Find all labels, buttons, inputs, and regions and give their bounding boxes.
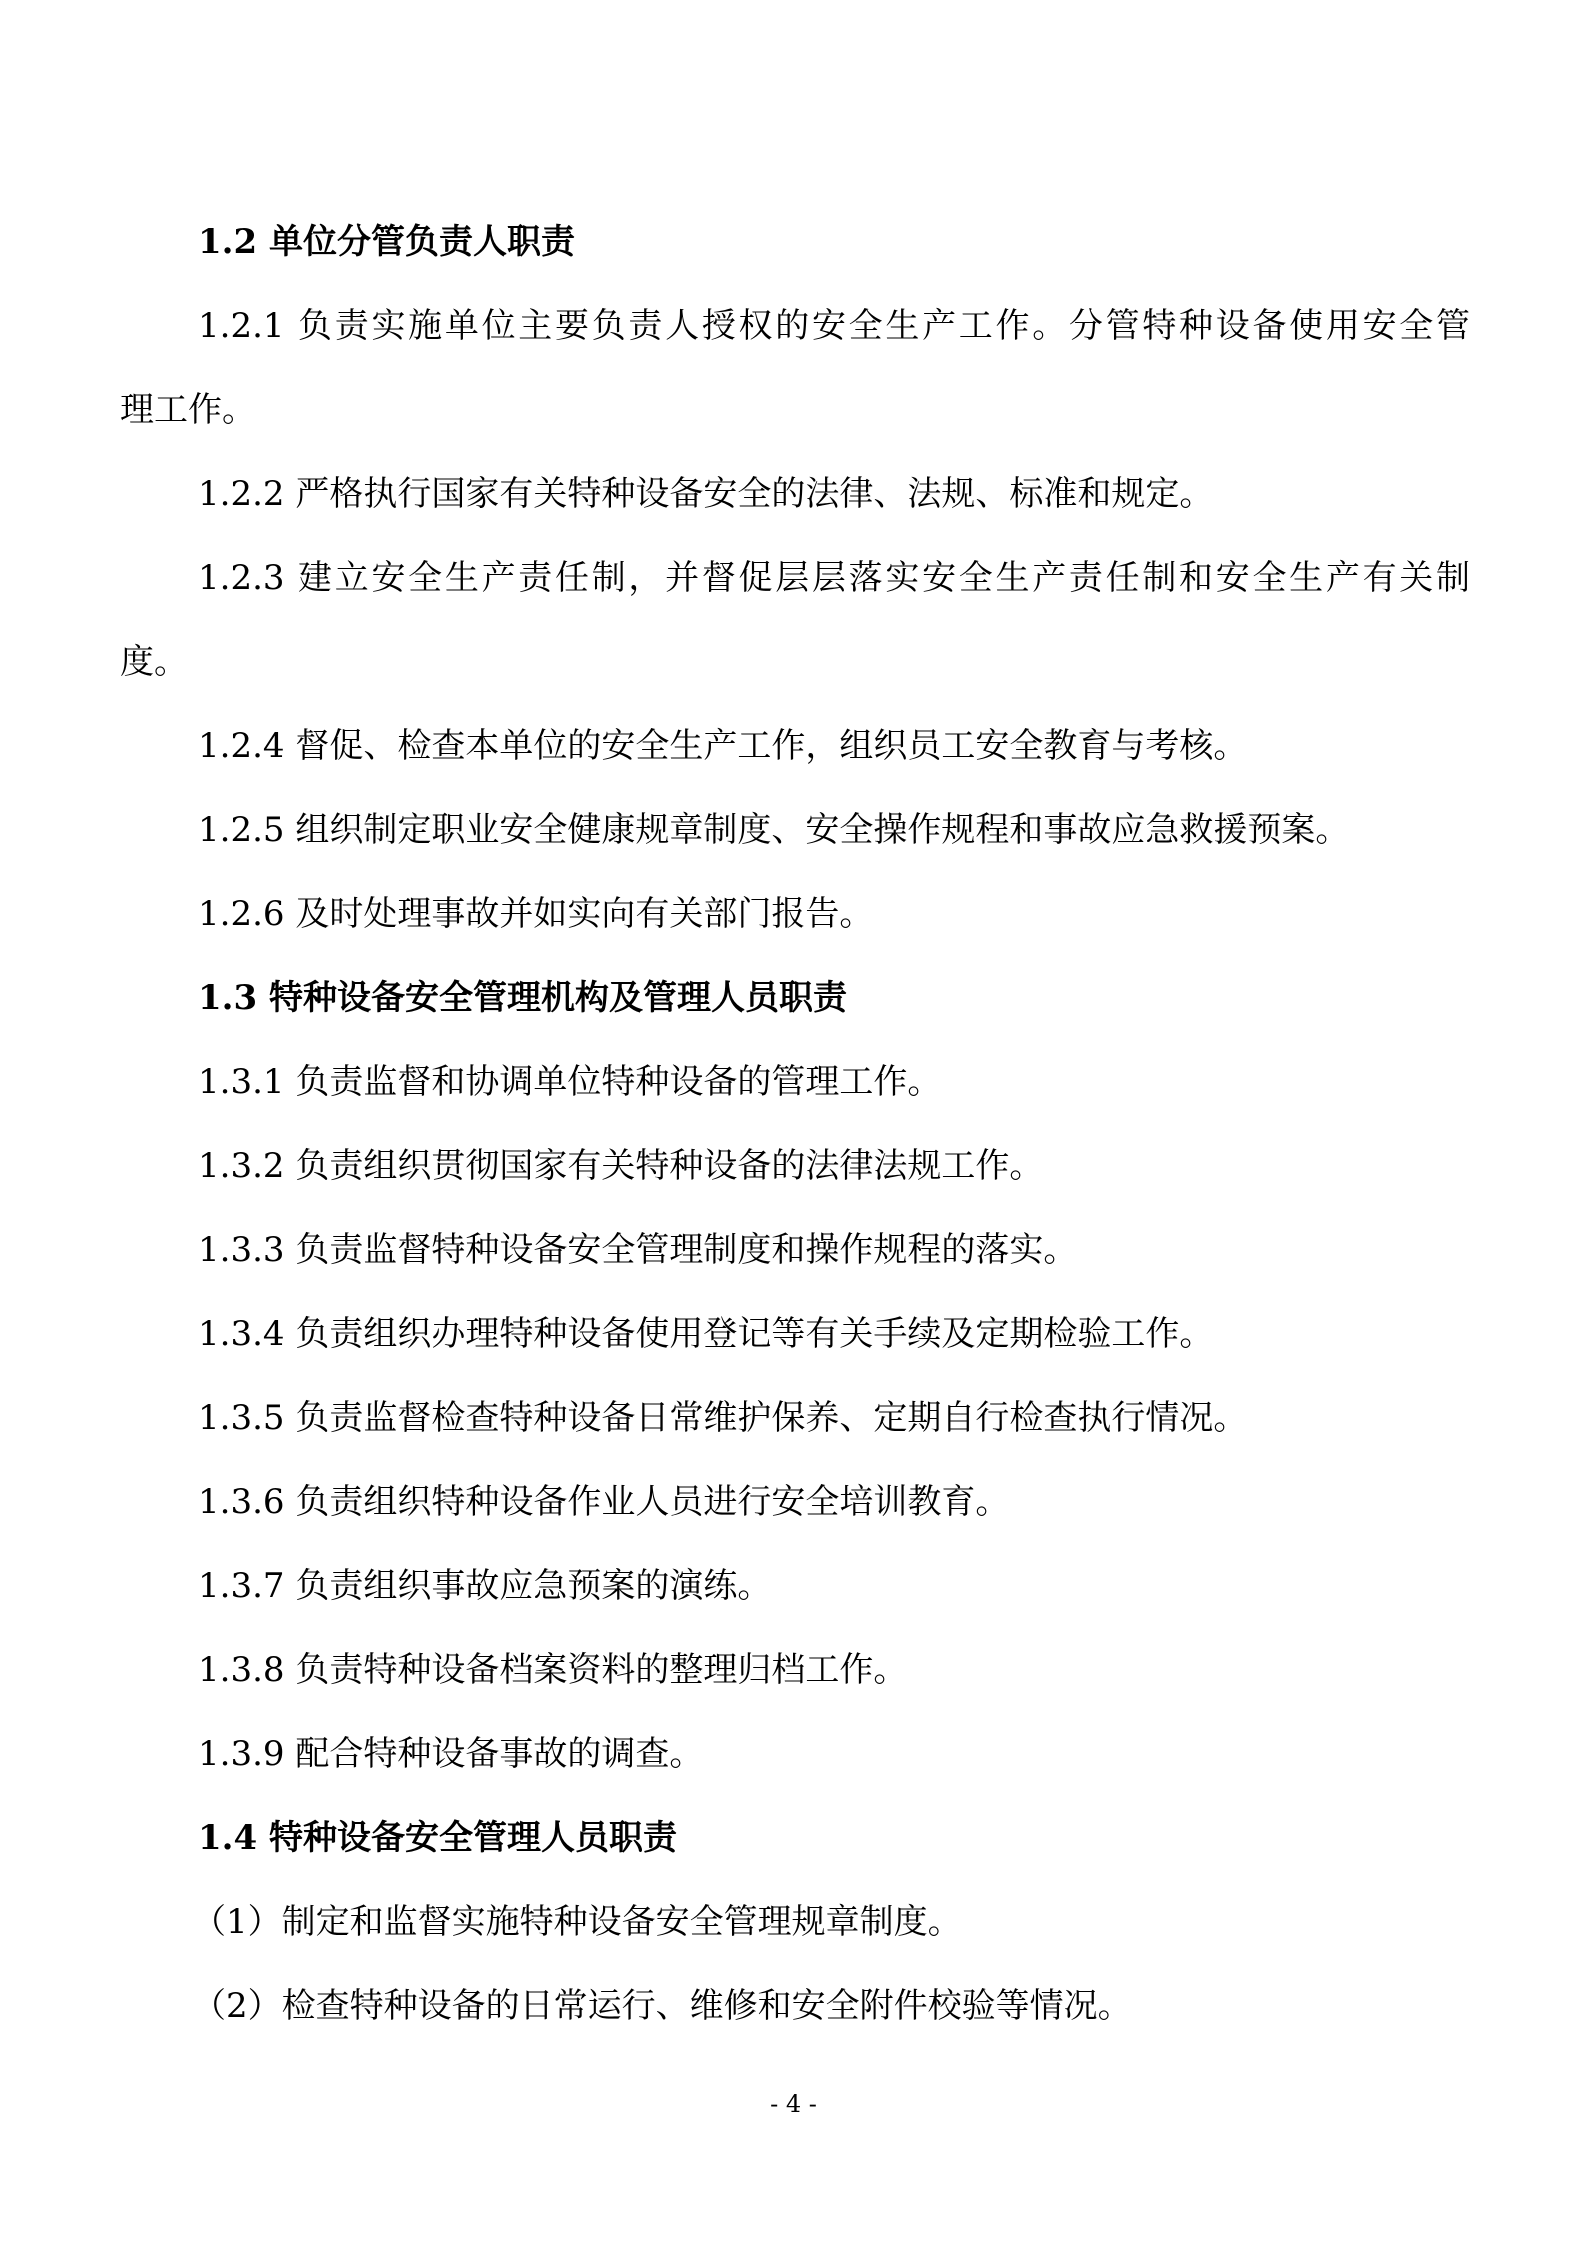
clause-1-4-item-2: （2）检查特种设备的日常运行、维修和安全附件校验等情况。 [192, 1986, 1132, 2026]
section-heading-1-4: 1.4 特种设备安全管理人员职责 [198, 1818, 677, 1858]
page-number: - 4 - [770, 2090, 817, 2118]
clause-1-2-3-line-2: 度。 [120, 642, 188, 682]
clause-1-3-3: 1.3.3 负责监督特种设备安全管理制度和操作规程的落实。 [198, 1230, 1078, 1270]
clause-1-2-5: 1.2.5 组织制定职业安全健康规章制度、安全操作规程和事故应急救援预案。 [198, 810, 1350, 850]
clause-1-3-4: 1.3.4 负责组织办理特种设备使用登记等有关手续及定期检验工作。 [198, 1314, 1214, 1354]
clause-1-2-1-line-2: 理工作。 [120, 390, 256, 430]
clause-1-3-6: 1.3.6 负责组织特种设备作业人员进行安全培训教育。 [198, 1482, 1010, 1522]
clause-1-3-8: 1.3.8 负责特种设备档案资料的整理归档工作。 [198, 1650, 908, 1690]
clause-1-3-1: 1.3.1 负责监督和协调单位特种设备的管理工作。 [198, 1062, 942, 1102]
page-content [120, 200, 1470, 2048]
clause-1-2-1-line-1: 1.2.1 负责实施单位主要负责人授权的安全生产工作。分管特种设备使用安全管 [198, 306, 1470, 346]
section-heading-1-3: 1.3 特种设备安全管理机构及管理人员职责 [198, 978, 847, 1018]
clause-1-2-2: 1.2.2 严格执行国家有关特种设备安全的法律、法规、标准和规定。 [198, 474, 1214, 514]
section-heading-1-2: 1.2 单位分管负责人职责 [198, 222, 575, 262]
clause-1-3-2: 1.3.2 负责组织贯彻国家有关特种设备的法律法规工作。 [198, 1146, 1044, 1186]
clause-1-3-5: 1.3.5 负责监督检查特种设备日常维护保养、定期自行检查执行情况。 [198, 1398, 1248, 1438]
clause-1-2-4: 1.2.4 督促、检查本单位的安全生产工作，组织员工安全教育与考核。 [198, 726, 1248, 766]
clause-1-3-9: 1.3.9 配合特种设备事故的调查。 [198, 1734, 704, 1774]
clause-1-2-6: 1.2.6 及时处理事故并如实向有关部门报告。 [198, 894, 874, 934]
clause-1-4-item-1: （1）制定和监督实施特种设备安全管理规章制度。 [192, 1902, 962, 1942]
clause-1-2-3-line-1: 1.2.3 建立安全生产责任制，并督促层层落实安全生产责任制和安全生产有关制 [198, 558, 1470, 598]
clause-1-3-7: 1.3.7 负责组织事故应急预案的演练。 [198, 1566, 772, 1606]
